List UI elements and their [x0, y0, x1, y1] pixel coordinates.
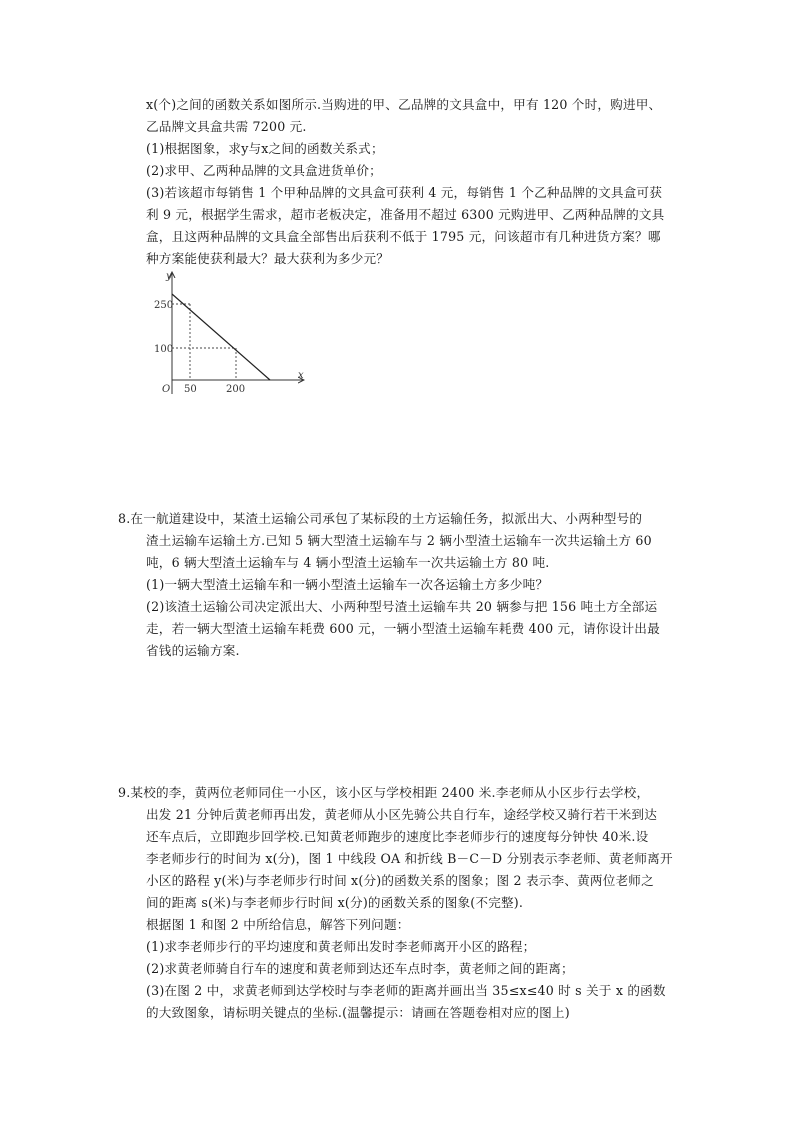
- text-line: 吨，6 辆大型渣土运输车与 4 辆小型渣土运输车一次共运输土方 80 吨.: [146, 555, 550, 570]
- text-line: 李老师步行的时间为 x(分)，图 1 中线段 OA 和折线 B－C－D 分别表示李老师、黄老师离开: [146, 851, 673, 866]
- text-line: x(个)之间的函数关系如图所示.当购进的甲、乙品牌的文具盒中，甲有 120 个时，购进甲、: [146, 97, 662, 112]
- text-line: (1)根据图象，求y与x之间的函数关系式；: [146, 141, 384, 156]
- text-line: 根据图 1 和图 2 中所给信息，解答下列问题：: [146, 917, 410, 932]
- text-line: 盒，且这两种品牌的文具盒全部售出后获利不低于 1795 元，问该超市有几种进货方案？哪: [146, 229, 661, 244]
- text-line: (1)一辆大型渣土运输车和一辆小型渣土运输车一次各运输土方多少吨？: [146, 577, 549, 592]
- text-line: 小区的路程 y(米)与李老师步行时间 x(分)的函数关系的图象；图 2 表示李、黄两位老师之: [146, 873, 654, 888]
- y-tick-label: 100: [154, 344, 174, 355]
- problem-8-title-line: 8.在一航道建设中，某渣土运输公司承包了某标段的土方运输任务，拟派出大、小两种型号的: [118, 511, 643, 526]
- text-line: 间的距离 s(米)与李老师步行时间 x(分)的函数关系的图象(不完整).: [146, 895, 524, 910]
- text-line: 利 9 元，根据学生需求，超市老板决定，准备用不超过 6300 元购进甲、乙两种品牌的文具: [146, 207, 665, 222]
- text-line: (1)求李老师步行的平均速度和黄老师出发时李老师离开小区的路程；: [146, 939, 536, 954]
- text-line: 出发 21 分钟后黄老师再出发，黄老师从小区先骑公共自行车，途经学校又骑行若干米到达: [146, 807, 657, 822]
- text-line: (3)若该超市每销售 1 个甲种品牌的文具盒可获利 4 元，每销售 1 个乙种品牌的文具盒可获: [146, 185, 663, 200]
- text-line: (2)求黄老师骑自行车的速度和黄老师到达还车点时李，黄老师之间的距离；: [146, 961, 574, 976]
- origin-label: O: [162, 384, 171, 395]
- text-line: (3)在图 2 中，求黄老师到达学校时与李老师的距离并画出当 35≤x≤40 时 s 关于 x 的函数: [146, 983, 666, 998]
- text-line: 的大致图象，请标明关键点的坐标.(温馨提示：请画在答题卷相对应的图上): [146, 1005, 570, 1020]
- text-line: (2)求甲、乙两种品牌的文具盒进货单价；: [146, 163, 382, 178]
- text-line: 省钱的运输方案.: [146, 643, 240, 658]
- y-axis-label: y: [166, 271, 172, 282]
- text-line: (2)该渣土运输公司决定派出大、小两种型号渣土运输车共 20 辆参与把 156 吨土方全部运: [146, 599, 658, 614]
- function-graph: [146, 268, 308, 396]
- text-line: 种方案能使获利最大？最大获利为多少元？: [146, 251, 390, 266]
- y-tick-label: 250: [154, 300, 174, 311]
- function-line: [172, 294, 270, 380]
- x-tick-label: 50: [184, 384, 197, 395]
- text-line: 走，若一辆大型渣土运输车耗费 600 元，一辆小型渣土运输车耗费 400 元，请你设计出最: [146, 621, 660, 636]
- text-line: 还车点后，立即跑步回学校.已知黄老师跑步的速度比李老师步行的速度每分钟快 40米.设: [146, 829, 649, 844]
- text-line: 渣土运输车运输土方.已知 5 辆大型渣土运输车与 2 辆小型渣土运输车一次共运输土方 60: [146, 533, 652, 548]
- problem-9-title-line: 9.某校的李，黄两位老师同住一小区，该小区与学校相距 2400 米.李老师从小区步行去学校，: [118, 785, 650, 800]
- x-axis-label: x: [298, 370, 304, 381]
- x-tick-label: 200: [226, 384, 246, 395]
- text-line: 乙品牌文具盒共需 7200 元.: [146, 119, 307, 134]
